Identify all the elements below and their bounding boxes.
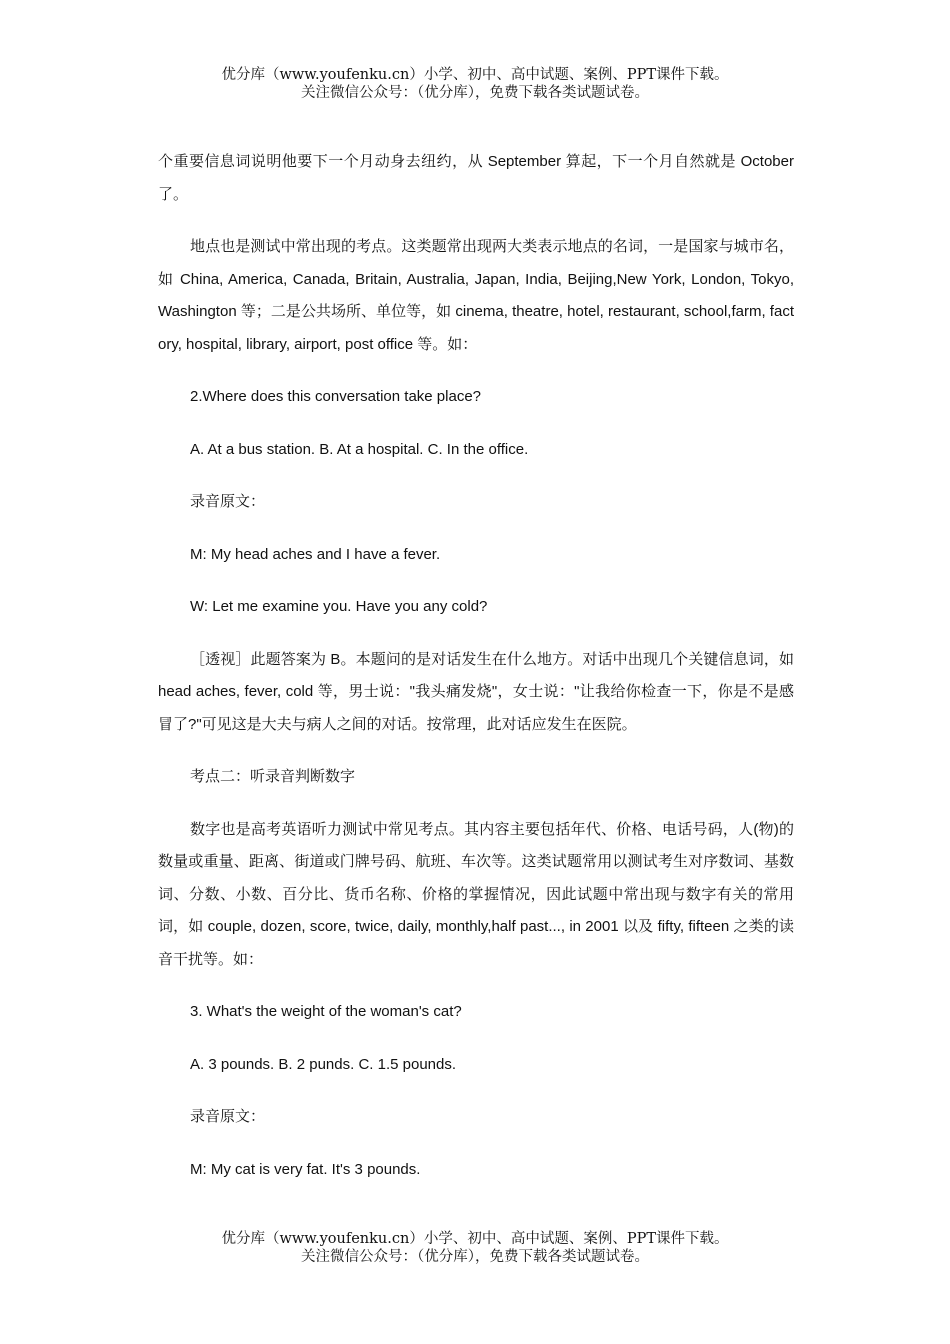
footer-line-1: 优分库（www.youfenku.cn）小学、初中、高中试题、案例、PPT课件下载。: [221, 1231, 729, 1247]
footer-line-2: 关注微信公众号：（优分库），免费下载各类试题试卷。: [301, 1249, 649, 1265]
question-3: 3. What's the weight of the woman's cat?: [190, 1003, 462, 1020]
paragraph-numbers-intro: 数字也是高考英语听力测试中常见考点。其内容主要包括年代、价格、电话号码，人(物)的数量或重量、距离、街道或门牌号码、航班、车次等。这类试题常用以测试考生对序数词、基数词、分数、小数、百分比、货币名称、价格的掌握情况，因此试题中常出现与数字有关的常用词，如 couple, dozen, score, twice, daily, monthly,half past..., in 2001 以及 fifty, fifteen 之类的读音干扰等。如：: [158, 820, 794, 968]
transcript-label: 录音原文：: [190, 493, 266, 510]
document-body: [158, 146, 794, 1206]
header-line-2: 关注微信公众号：（优分库），免费下载各类试题试卷。: [301, 85, 649, 101]
question-3-options: A. 3 pounds. B. 2 punds. C. 1.5 pounds.: [190, 1055, 457, 1073]
paragraph-continuation: 个重要信息词说明他要下一个月动身去纽约，从 September 算起，下一个月自然就是 October 了。: [158, 153, 794, 203]
section-heading: 考点二：听录音判断数字: [190, 768, 356, 785]
transcript-line-woman: W: Let me examine you. Have you any cold?: [190, 598, 488, 615]
paragraph-location-intro: 地点也是测试中常出现的考点。这类题常出现两大类表示地点的名词，一是国家与城市名，如 China, America, Canada, Britain, Australia, Japan, India, Beijing,New York, London, Tokyo, Washington 等；二是公共场所、单位等，如 cinema, theatre, hotel, restaurant, school,farm, factory, hospital, library, airport, post office 等。如：: [158, 238, 794, 353]
question-2-options: A. At a bus station. B. At a hospital. C. In the office.: [190, 440, 529, 458]
transcript-line-man: M: My cat is very fat. It's 3 pounds.: [190, 1160, 421, 1178]
page-header: [0, 66, 950, 102]
header-line-1: 优分库（www.youfenku.cn）小学、初中、高中试题、案例、PPT课件下载。: [221, 67, 729, 83]
transcript-label: 录音原文：: [190, 1108, 266, 1125]
transcript-line-man: M: My head aches and I have a fever.: [190, 545, 441, 563]
page-footer: [0, 1230, 950, 1266]
analysis-paragraph: ［透视］此题答案为 B。本题问的是对话发生在什么地方。对话中出现几个关键信息词，如 head aches, fever, cold 等，男士说："我头痛发烧"，女士说："让我给你检查一下，你是不是感冒了?"可见这是大夫与病人之间的对话。按常理，此对话应发生在医院。: [158, 650, 794, 733]
question-2: 2.Where does this conversation take place?: [190, 388, 481, 405]
